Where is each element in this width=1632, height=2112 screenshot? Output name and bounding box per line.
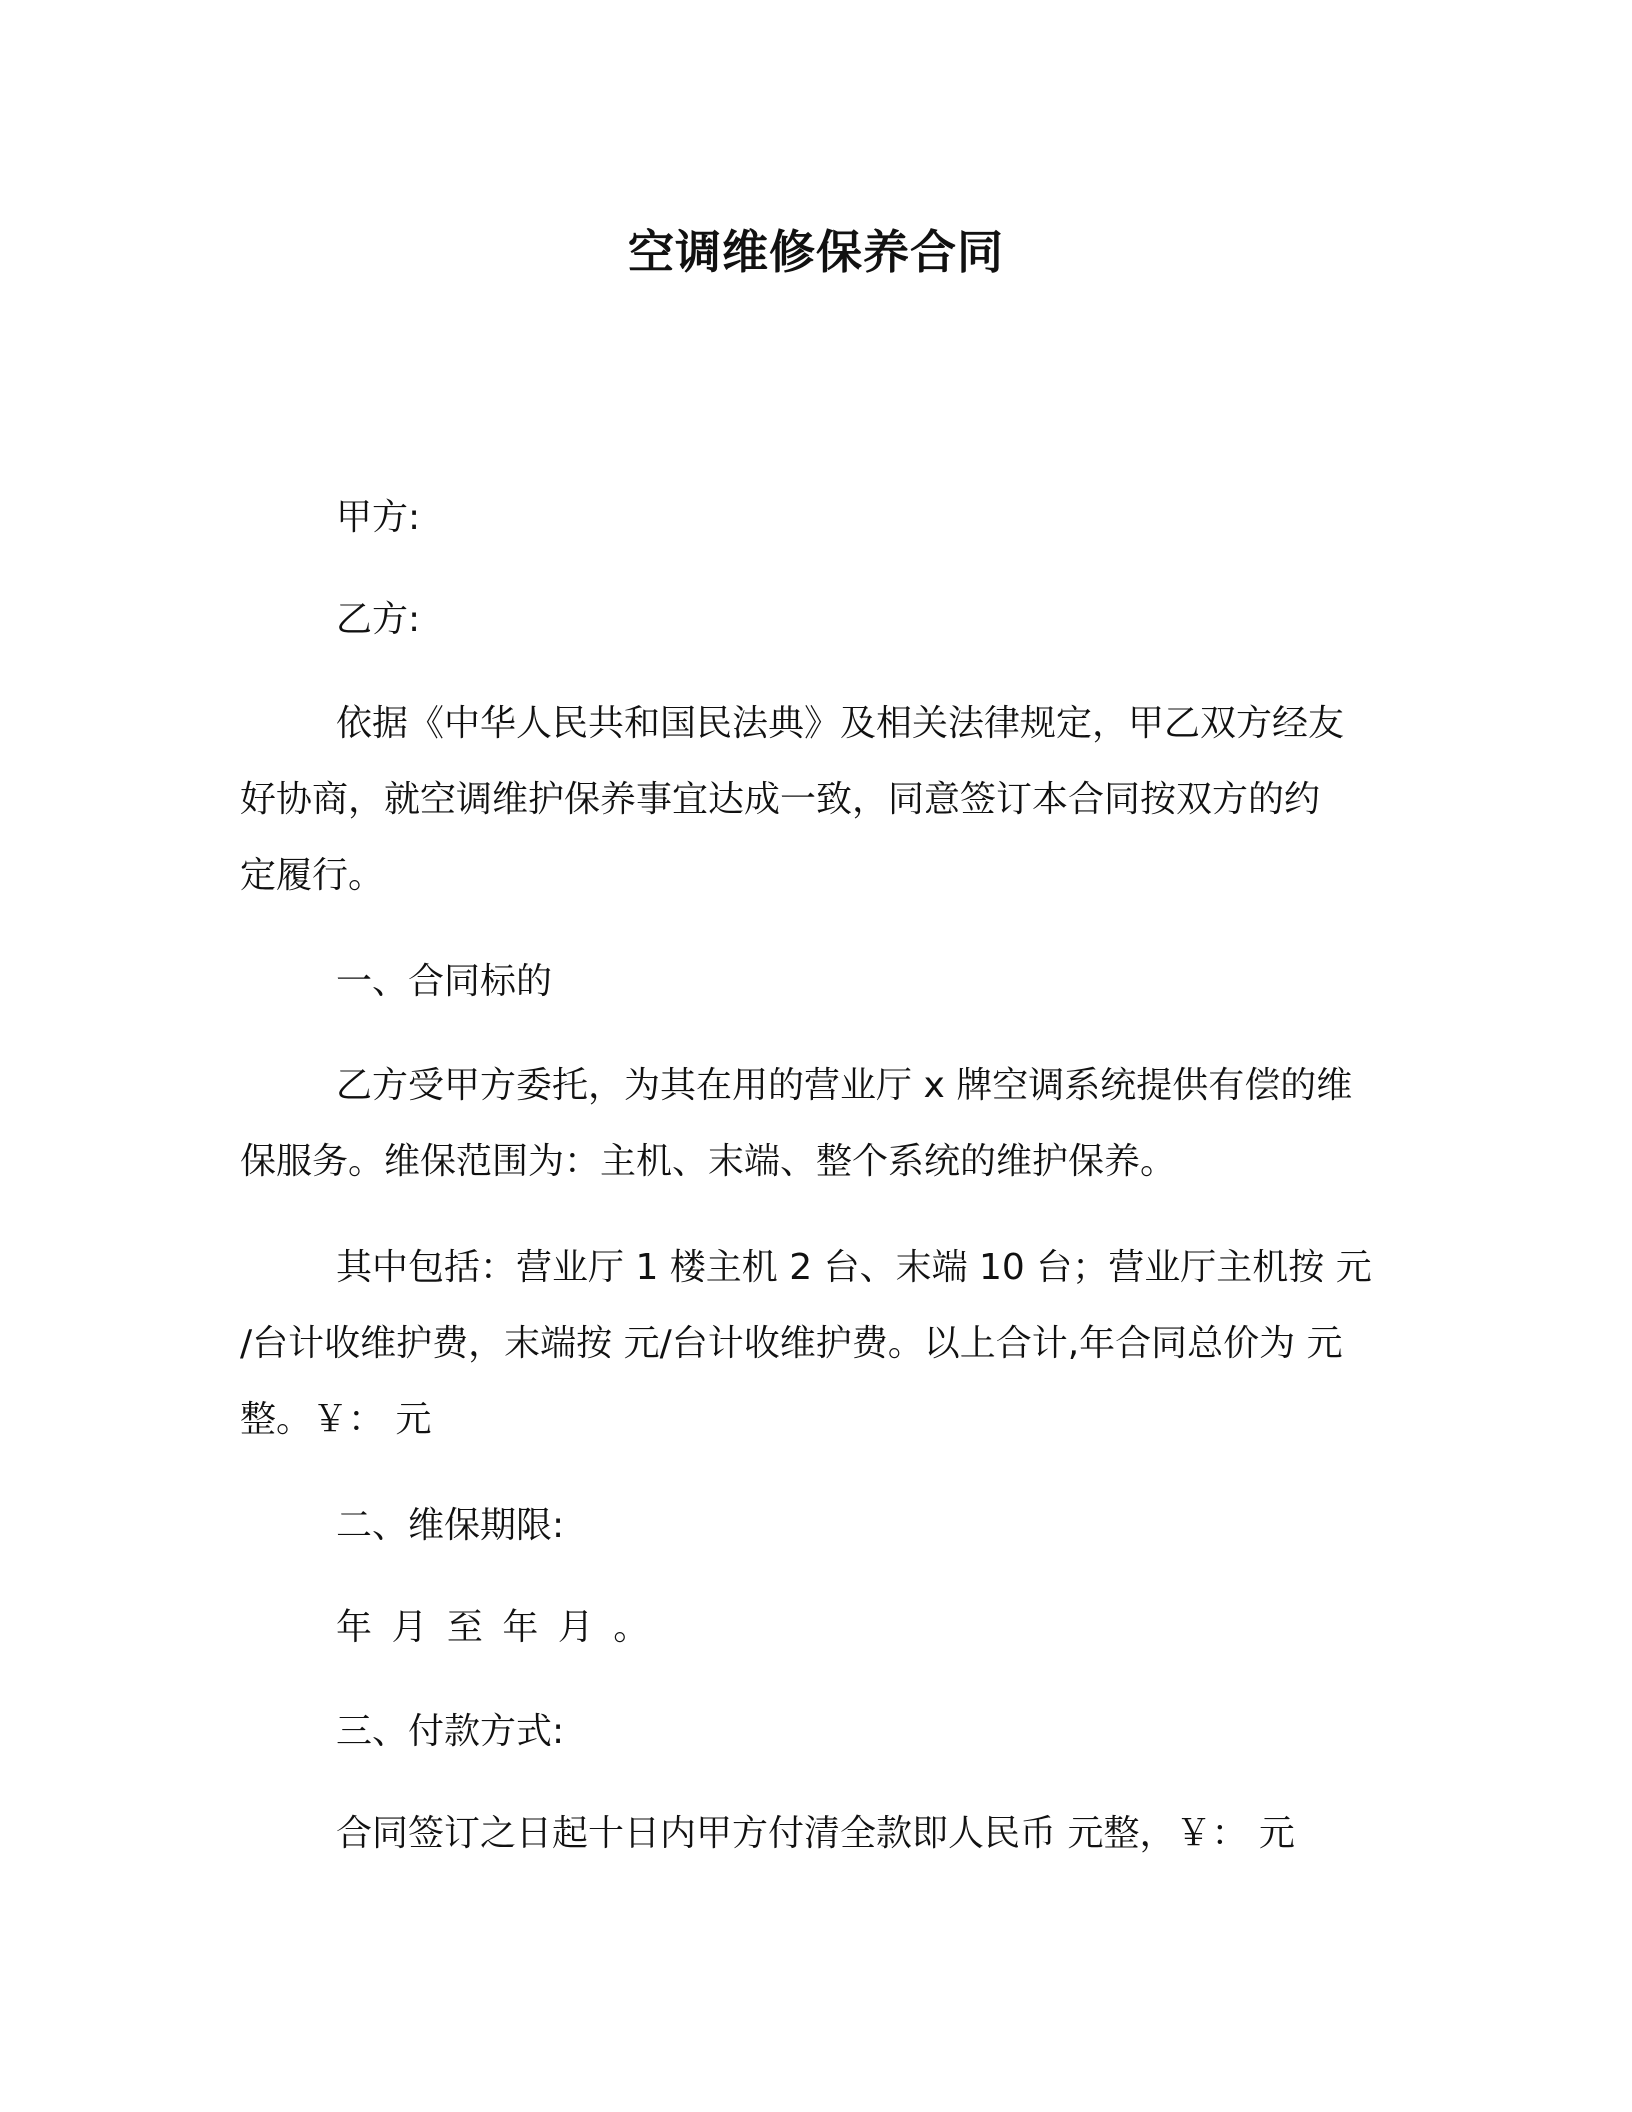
party-a-label: 甲方: — [336, 497, 421, 538]
section1-line: 其中包括：营业厅 1 楼主机 2 台、末端 10 台；营业厅主机按 元 — [336, 1247, 1372, 1288]
payment-terms: 合同签订之日起十日内甲方付清全款即人民币 元整，￥： 元 — [336, 1813, 1295, 1854]
section1-line: 整。￥： 元 — [240, 1399, 432, 1440]
preamble-line: 好协商，就空调维护保养事宜达成一致，同意签订本合同按双方的约 — [240, 779, 1321, 820]
section1-line: /台计收维护费，末端按 元/台计收维护费。以上合计,年合同总价为 元 — [240, 1323, 1343, 1364]
section1-paragraph-scope — [240, 1048, 1385, 1200]
section1-paragraph-pricing — [240, 1230, 1385, 1458]
preamble-paragraph — [240, 686, 1385, 914]
preamble-line: 定履行。 — [240, 855, 385, 896]
party-b-label: 乙方: — [336, 599, 421, 640]
section1-line: 乙方受甲方委托，为其在用的营业厅 x 牌空调系统提供有偿的维 — [336, 1065, 1353, 1106]
section2-heading: 二、维保期限: — [336, 1505, 565, 1546]
section1-line: 保服务。维保范围为：主机、末端、整个系统的维护保养。 — [240, 1141, 1177, 1182]
preamble-line: 依据《中华人民共和国民法典》及相关法律规定，甲乙双方经友 — [336, 703, 1345, 744]
service-period: 年 月 至 年 月 。 — [336, 1607, 654, 1648]
document-title: 空调维修保养合同 — [628, 225, 1004, 279]
section3-heading: 三、付款方式: — [336, 1711, 565, 1752]
section1-heading: 一、合同标的 — [336, 961, 553, 1002]
